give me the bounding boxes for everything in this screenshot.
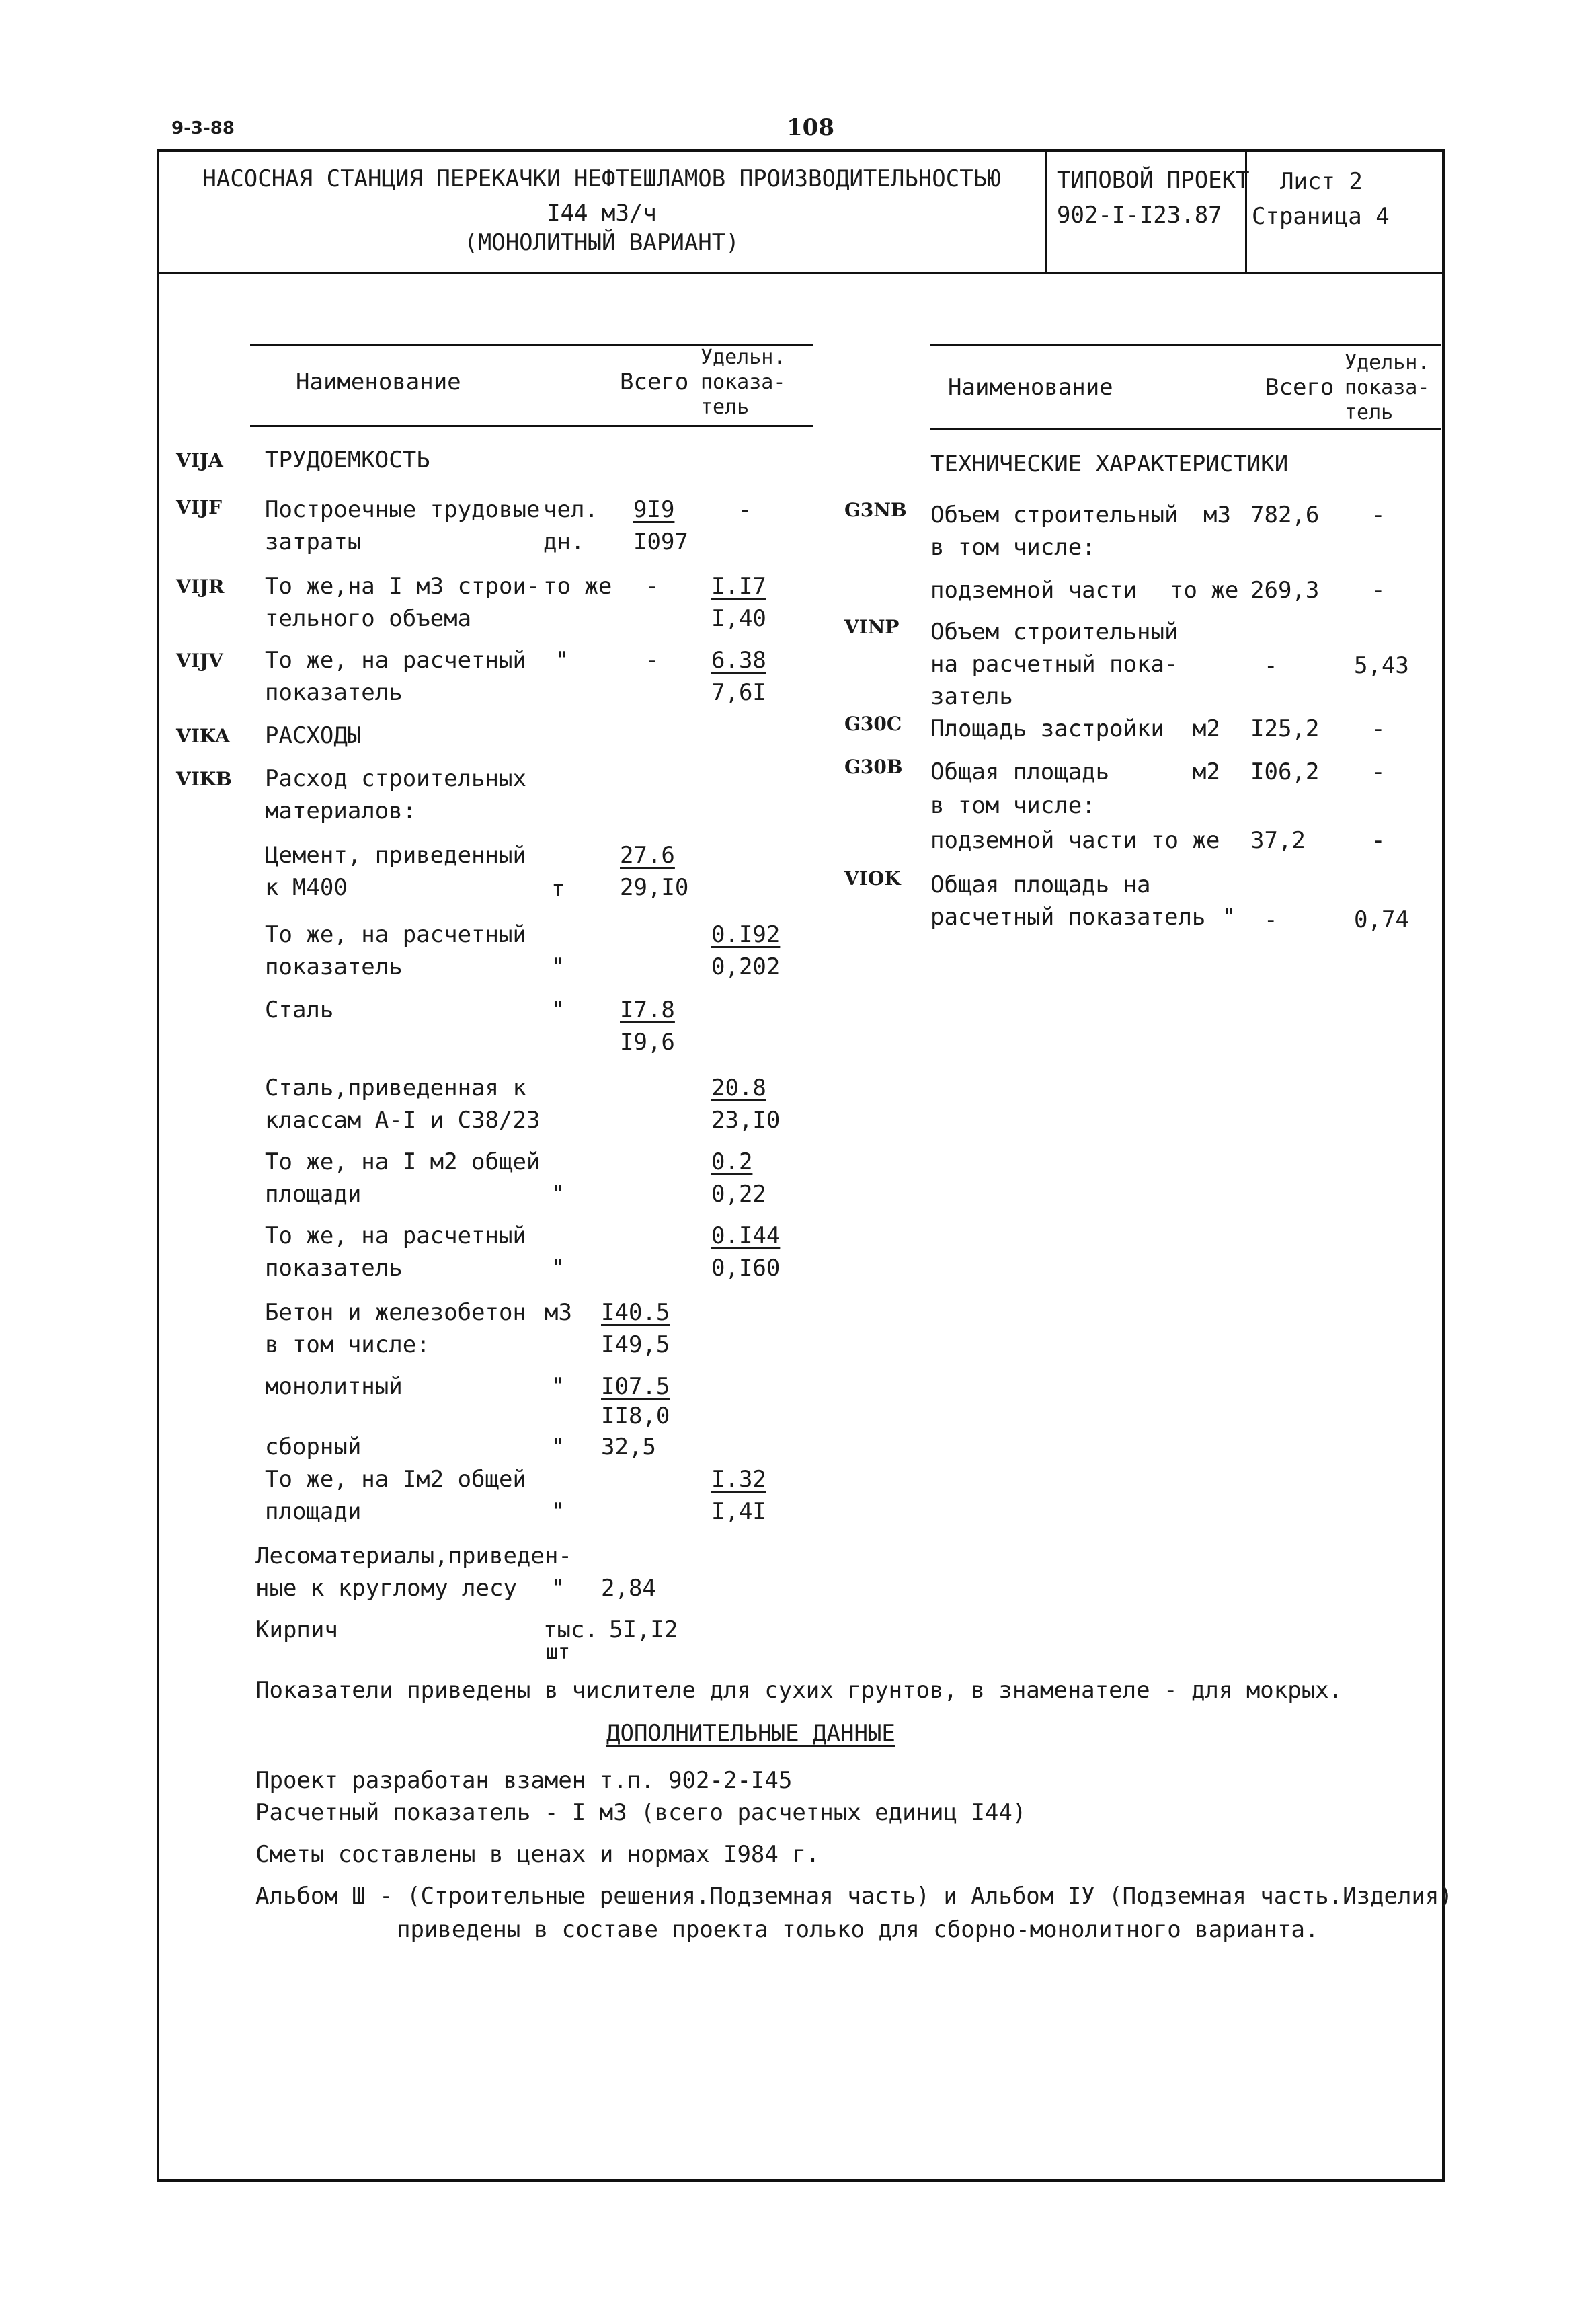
row-steel-m2-specific-wet: 0,22 xyxy=(711,1181,766,1208)
row-concrete-label-2: в том числе: xyxy=(265,1331,430,1358)
row-steel-calc-unit: " xyxy=(551,1255,565,1282)
header-divider xyxy=(157,272,1445,274)
code-vijv: VIJV xyxy=(176,650,223,672)
row-steel-classes-specific-wet: 23,I0 xyxy=(711,1107,781,1134)
additional-line-2: Расчетный показатель - I м3 (всего расчетных единиц I44) xyxy=(255,1799,1027,1826)
row-cement-calc-label-1: То же, на расчетный xyxy=(265,921,526,948)
row-labor-calc-total: - xyxy=(645,647,660,674)
row-cement-unit: т xyxy=(551,875,565,902)
row-brick-unit-1: тыс. xyxy=(543,1616,598,1643)
row-footprint-label: Площадь застройки xyxy=(930,715,1164,742)
labor-heading: ТРУДОЕМКОСТЬ xyxy=(265,446,430,473)
code-g30c: G30C xyxy=(844,713,902,735)
right-col-specific-2: показа- xyxy=(1345,376,1430,399)
row-area-label-1: Общая площадь xyxy=(930,758,1110,785)
row-labor-m3-label-1: То же,на I м3 строи- xyxy=(265,573,541,600)
row-concrete-label-1: Бетон и железобетон xyxy=(265,1299,526,1326)
page-label: Страница 4 xyxy=(1252,203,1390,230)
right-header-bottom-rule xyxy=(930,428,1441,430)
row-labor-m3-specific-wet: I,40 xyxy=(711,605,766,632)
row-volume-unit: м3 xyxy=(1203,502,1231,529)
right-col-specific-3: тель xyxy=(1345,401,1394,424)
right-header-top-rule xyxy=(930,344,1441,346)
code-vikb: VIKB xyxy=(176,768,232,790)
row-steel-calc-label-1: То же, на расчетный xyxy=(265,1222,526,1249)
row-volume-underground-total: 269,3 xyxy=(1250,577,1320,604)
row-cement-calc-label-2: показатель xyxy=(265,953,403,980)
row-area-unit: м2 xyxy=(1193,758,1220,785)
row-cement-label-2: к М400 xyxy=(265,874,348,901)
row-steel-m2-unit: " xyxy=(551,1181,565,1208)
project-number: 902-I-I23.87 xyxy=(1057,202,1222,229)
row-cement-calc-specific-wet: 0,202 xyxy=(711,953,781,980)
row-cement-total-wet: 29,I0 xyxy=(620,874,689,901)
page-number: 108 xyxy=(787,114,834,141)
right-col-name: Наименование xyxy=(948,374,1113,401)
row-area-calc-total: - xyxy=(1264,906,1278,933)
left-col-specific-2: показа- xyxy=(701,370,786,394)
row-volume-underground-unit: то же xyxy=(1170,577,1239,604)
row-timber-label-2: ные к круглому лесу xyxy=(255,1575,517,1602)
row-labor-calc-label-1: То же, на расчетный xyxy=(265,647,526,674)
row-steel-m2-label-2: площади xyxy=(265,1181,362,1208)
row-precast-unit: " xyxy=(551,1434,565,1460)
right-col-total: Всего xyxy=(1265,374,1334,401)
row-steel-classes-label-2: классам А-I и С38/23 xyxy=(265,1107,541,1134)
row-steel-unit: " xyxy=(551,996,565,1023)
row-labor-m3-unit: то же xyxy=(543,573,612,600)
row-brick-total: 5I,I2 xyxy=(609,1616,678,1643)
row-monolithic-label: монолитный xyxy=(265,1373,403,1400)
project-label: ТИПОВОЙ ПРОЕКТ xyxy=(1057,167,1250,194)
row-labor-label-1: Построечные трудовые xyxy=(265,496,541,523)
row-steel-calc-specific-wet: 0,I60 xyxy=(711,1255,781,1282)
code-vinp: VINP xyxy=(844,616,900,638)
row-concrete-unit: м3 xyxy=(545,1299,572,1326)
left-col-specific-3: тель xyxy=(701,395,750,419)
row-concrete-m2-specific-dry: I.32 xyxy=(711,1466,766,1493)
row-concrete-total-dry: I40.5 xyxy=(601,1299,670,1326)
left-col-name: Наименование xyxy=(296,368,461,395)
row-concrete-m2-specific-wet: I,4I xyxy=(711,1498,766,1525)
row-concrete-m2-label-1: То же, на Iм2 общей xyxy=(265,1466,526,1493)
row-labor-unit-2: дн. xyxy=(543,529,585,555)
row-labor-m3-total: - xyxy=(645,573,660,600)
row-labor-m3-specific-dry: I.I7 xyxy=(711,573,766,600)
row-volume-calc-total: - xyxy=(1264,652,1278,679)
row-volume-calc-label-2: на расчетный пока- xyxy=(930,651,1179,678)
row-volume-calc-label-1: Объем строительный xyxy=(930,619,1179,645)
code-viok: VIOK xyxy=(844,867,901,890)
row-labor-calc-specific-dry: 6.38 xyxy=(711,647,766,674)
additional-line-4: Альбом Ш - (Строительные решения.Подземная часть) и Альбом IУ (Подземная часть.Изделия) xyxy=(255,1883,1453,1910)
left-col-total: Всего xyxy=(620,368,689,395)
row-volume-total: 782,6 xyxy=(1250,502,1320,529)
tech-heading: ТЕХНИЧЕСКИЕ ХАРАКТЕРИСТИКИ xyxy=(930,451,1289,477)
doc-code: 9-3-88 xyxy=(171,118,235,139)
row-volume-label-2: в том числе: xyxy=(930,534,1096,561)
row-footprint-specific: - xyxy=(1371,715,1386,742)
row-steel-calc-label-2: показатель xyxy=(265,1255,403,1282)
row-monolithic-unit: " xyxy=(551,1373,565,1400)
row-monolithic-total-dry: I07.5 xyxy=(601,1373,670,1400)
row-labor-m3-label-2: тельного объема xyxy=(265,605,472,632)
row-area-underground-label: подземной части xyxy=(930,827,1138,854)
row-labor-unit-1: чел. xyxy=(543,496,598,523)
row-labor-label-2: затраты xyxy=(265,529,362,555)
row-precast-total: 32,5 xyxy=(601,1434,656,1460)
row-volume-calc-label-3: затель xyxy=(930,683,1013,710)
row-brick-label: Кирпич xyxy=(255,1616,338,1643)
row-footprint-unit: м2 xyxy=(1193,715,1220,742)
additional-line-5: приведены в составе проекта только для сборно-монолитного варианта. xyxy=(397,1916,1319,1943)
row-concrete-total-wet: I49,5 xyxy=(601,1331,670,1358)
row-steel-m2-label-1: То же, на I м2 общей xyxy=(265,1148,541,1175)
additional-data-title: ДОПОЛНИТЕЛЬНЫЕ ДАННЫЕ xyxy=(606,1720,895,1747)
title-line-3: (МОНОЛИТНЫЙ ВАРИАНТ) xyxy=(464,229,740,256)
row-labor-specific: - xyxy=(738,496,752,523)
row-area-calc-specific: 0,74 xyxy=(1354,906,1409,933)
row-cement-total-dry: 27.6 xyxy=(620,842,675,869)
row-volume-underground-specific: - xyxy=(1371,577,1386,604)
additional-line-1: Проект разработан взамен т.п. 902-2-I45 xyxy=(255,1767,793,1794)
code-g30b: G30B xyxy=(844,756,903,778)
row-area-underground-unit: то же xyxy=(1151,827,1220,854)
row-labor-total-dry: 9I9 xyxy=(633,496,675,523)
row-labor-calc-label-2: показатель xyxy=(265,679,403,706)
row-steel-calc-specific-dry: 0.I44 xyxy=(711,1222,781,1249)
row-area-underground-specific: - xyxy=(1371,827,1386,854)
row-area-underground-total: 37,2 xyxy=(1250,827,1306,854)
title-line-1: НАСОСНАЯ СТАНЦИЯ ПЕРЕКАЧКИ НЕФТЕШЛАМОВ ПРОИЗВОДИТЕЛЬНОСТЬЮ xyxy=(202,165,1001,192)
row-footprint-total: I25,2 xyxy=(1250,715,1320,742)
code-vija: VIJA xyxy=(176,449,223,471)
row-cement-calc-specific-dry: 0.I92 xyxy=(711,921,781,948)
row-area-calc-label-2: расчетный показатель xyxy=(930,904,1206,931)
header-divider-1 xyxy=(1045,149,1047,273)
costs-heading: РАСХОДЫ xyxy=(265,722,362,749)
row-steel-total-wet: I9,6 xyxy=(620,1029,675,1056)
row-precast-label: сборный xyxy=(265,1434,362,1460)
sheet-label: Лист 2 xyxy=(1280,168,1363,195)
row-area-specific: - xyxy=(1371,758,1386,785)
row-materials-label-2: материалов: xyxy=(265,797,417,824)
left-header-bottom-rule xyxy=(250,425,813,427)
row-steel-m2-specific-dry: 0.2 xyxy=(711,1148,753,1175)
row-cement-label-1: Цемент, приведенный xyxy=(265,842,526,869)
row-labor-total-wet: I097 xyxy=(633,529,688,555)
indicators-note: Показатели приведены в числителе для сухих грунтов, в знаменателе - для мокрых. xyxy=(255,1677,1343,1704)
code-vika: VIKA xyxy=(176,725,230,747)
row-concrete-m2-label-2: площади xyxy=(265,1498,362,1525)
row-area-calc-label-1: Общая площадь на xyxy=(930,871,1151,898)
row-steel-total-dry: I7.8 xyxy=(620,996,675,1023)
row-volume-calc-specific: 5,43 xyxy=(1354,652,1409,679)
additional-line-3: Сметы составлены в ценах и нормах I984 г. xyxy=(255,1841,820,1868)
code-g3nb: G3NB xyxy=(844,499,907,521)
row-monolithic-total-wet: II8,0 xyxy=(601,1403,670,1430)
code-vijf: VIJF xyxy=(176,496,222,518)
row-steel-classes-specific-dry: 20.8 xyxy=(711,1074,766,1101)
row-area-calc-unit: " xyxy=(1222,904,1236,931)
row-volume-specific: - xyxy=(1371,502,1386,529)
row-area-label-2: в том числе: xyxy=(930,792,1096,819)
row-volume-underground-label: подземной части xyxy=(930,577,1138,604)
row-labor-calc-unit: " xyxy=(555,647,569,674)
row-area-total: I06,2 xyxy=(1250,758,1320,785)
code-vijr: VIJR xyxy=(176,576,225,598)
row-timber-label-1: Лесоматериалы,приведен- xyxy=(255,1542,572,1569)
row-concrete-m2-unit: " xyxy=(551,1498,565,1525)
row-volume-label-1: Объем строительный xyxy=(930,502,1179,529)
left-col-specific-1: Удельн. xyxy=(701,346,786,369)
row-cement-calc-unit: " xyxy=(551,953,565,980)
right-col-specific-1: Удельн. xyxy=(1345,351,1430,375)
row-steel-classes-label-1: Сталь,приведенная к xyxy=(265,1074,526,1101)
row-timber-unit: " xyxy=(551,1575,565,1602)
row-steel-label: Сталь xyxy=(265,996,334,1023)
row-labor-calc-specific-wet: 7,6I xyxy=(711,679,766,706)
row-timber-total: 2,84 xyxy=(601,1575,656,1602)
row-brick-unit-2: шт xyxy=(546,1641,571,1664)
title-line-2: I44 м3/ч xyxy=(547,200,657,227)
row-materials-label-1: Расход строительных xyxy=(265,765,526,792)
